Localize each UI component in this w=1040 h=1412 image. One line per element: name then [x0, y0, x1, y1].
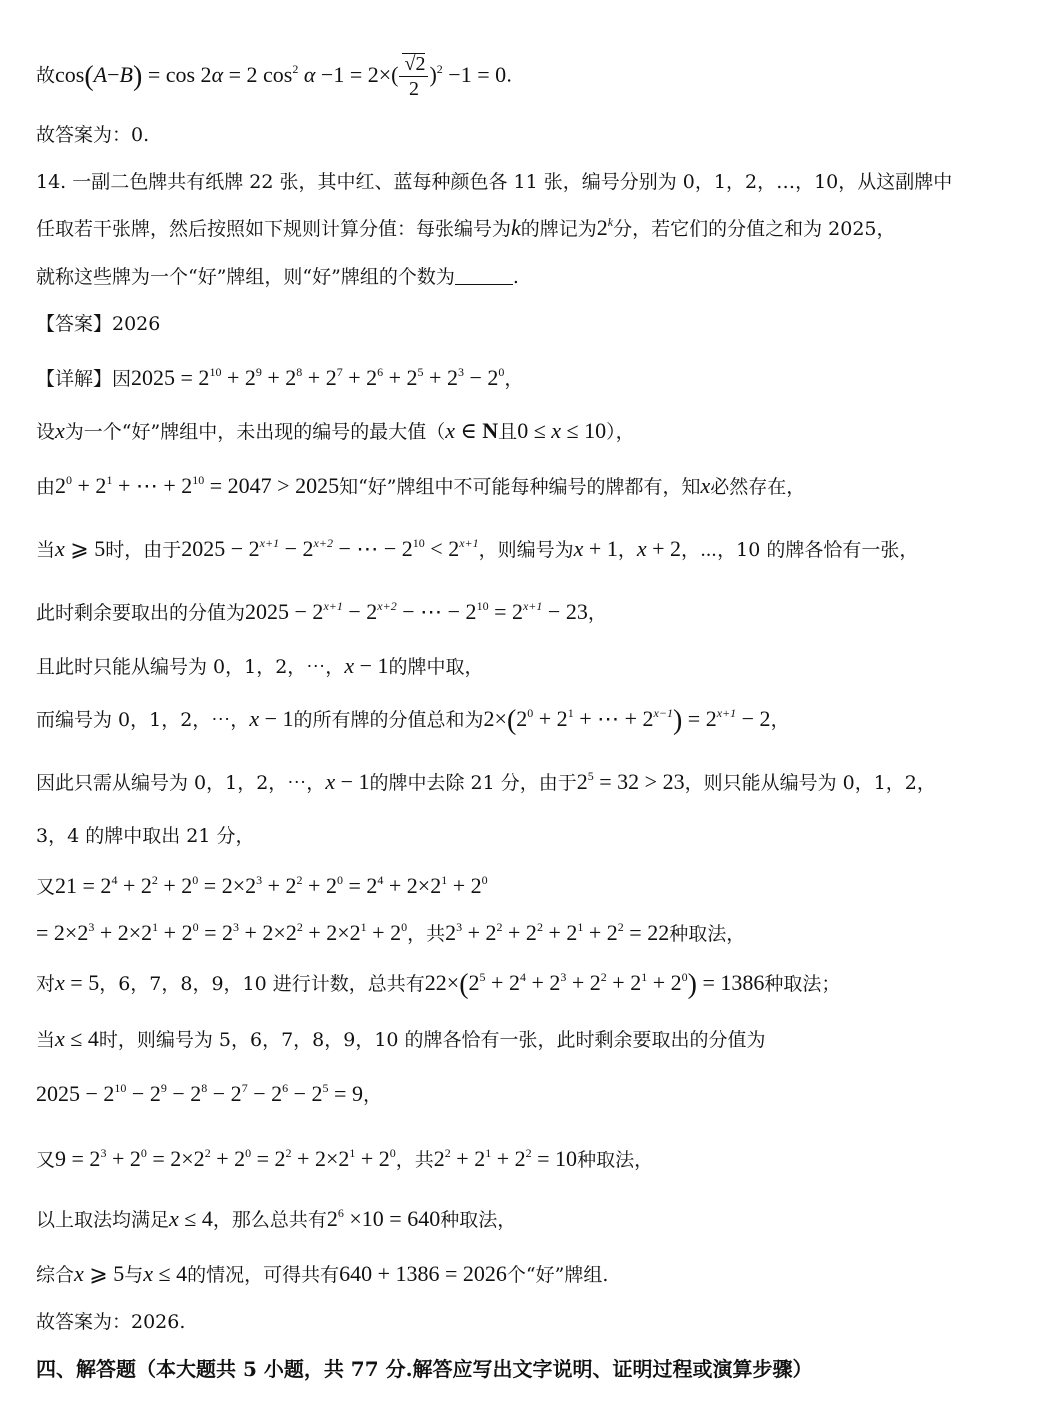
- detail-line-9: 3，4 的牌中取出 21 分，: [36, 825, 255, 847]
- detail-line-13: 当x ≤ 4时，则编号为 5，6，7，8，9，10 的牌各恰有一张，此时剩余要取出的分值为: [36, 1026, 766, 1051]
- question-14-line-1: 14. 一副二色牌共有纸牌 22 张，其中红、蓝每种颜色各 11 张，编号分别为 0，1，2，…，10，从这副牌中: [36, 171, 953, 193]
- final-answer-line: 故答案为：2026.: [36, 1311, 186, 1333]
- detail-line-10: 又$21 = 2^4 + 2^2 + 2^0 = 2\times 2^3 + 2^2 + 2^0 = 2^4 + 2\times 2^1 + 2^0$: [36, 873, 488, 898]
- answer-line-1: 故答案为：0.: [36, 124, 150, 146]
- detail-line-6: 且此时只能从编号为 0，1，2，⋯，x − 1的牌中取，: [36, 653, 484, 678]
- formula-line-1: 故cos(A−B) = cos 2α = 2 $\cos^2 \alpha -1 = 2\times$( $\frac{√2}{2}$ )$^2$ −1 = 0.: [36, 53, 513, 100]
- detail-line-4: 当x ⩾ 5时，由于$2025 - 2^{x+1} - 2^{x+2}$ − ⋯ − $2^{10} < 2^{x+1}$，则编号为x + 1，x + 2，⋯，10 的牌各恰有一张，: [36, 536, 919, 561]
- detail-line-2: 设x为一个“好”牌组中，未出现的编号的最大值（x ∈ N且0 ≤ x ≤ 10），: [36, 418, 635, 443]
- detail-line-3: 由$2^0 + 2^1$ + ⋯ + $2^{10} = 2047 > 2025$知“好”牌组中不可能每种编号的牌都有，知x必然存在，: [36, 473, 806, 498]
- section-heading: 四、解答题（本大题共 5 小题，共 77 分.解答应写出文字说明、证明过程或演算步骤）: [36, 1357, 813, 1381]
- detail-line-16: 以上取法均满足x ≤ 4，那么总共有$2^6 \times 10 = 640$种取法，: [36, 1206, 517, 1231]
- detail-line-15: 又$9 = 2^3 + 2^0 = 2\times 2^2 + 2^0 = 2^2 + 2\times 2^1 + 2^0$，共$2^2 + 2^1 + 2^2 = 10$种取法，: [36, 1146, 654, 1171]
- detail-line-7: 而编号为 0，1，2，⋯，x − 1的所有牌的分值总和为$2\times(2^0 + 2^1$ + ⋯ + $2^{x-1}) = 2^{x+1} - 2$，: [36, 705, 790, 736]
- answer-label: 【答案】2026: [36, 313, 161, 335]
- detail-line-14: $2025 - 2^{10} - 2^9 - 2^8 - 2^7 - 2^6 - 2^5 = 9$，: [36, 1081, 382, 1106]
- detail-line-1: 【详解】因$2025 = 2^{10} + 2^9 + 2^8 + 2^7 + 2^6 + 2^5 + 2^3 - 2^0$，: [36, 365, 524, 390]
- detail-line-11: = $2\times 2^3 + 2\times 2^1 + 2^0 = 2^3 + 2\times 2^2 + 2\times 2^1 + 2^0$，共$2^3 + 2^2 + 2^2 + 2^1 + 2^2 = 22$种取法，: [36, 920, 746, 945]
- cos-formula: cos(A−B) = cos 2α = 2 $\cos^2 \alpha -1 = 2\times$( $\frac{√2}{2}$ )$^2$ −1 = 0: [55, 53, 507, 100]
- detail-line-12: 对x = 5，6，7，8，9，10 进行计数，总共有$22\times(2^5 + 2^4 + 2^3 + 2^2 + 2^1 + 2^0) = 1386$种取法；: [36, 969, 841, 1000]
- detail-line-8: 因此只需从编号为 0，1，2，⋯，x − 1的牌中去除 21 分，由于$2^5 = 32 > 23$，则只能从编号为 0，1，2，: [36, 769, 936, 794]
- question-14-line-3: 就称这些牌为一个“好”牌组，则“好”牌组的个数为 .: [36, 266, 519, 288]
- answer-blank: [455, 266, 513, 285]
- detail-line-17: 综合x ⩾ 5与x ≤ 4的情况，可得共有640 + 1386 = 2026个“好”牌组.: [36, 1261, 609, 1286]
- detail-line-5: 此时剩余要取出的分值为$2025 - 2^{x+1} - 2^{x+2}$ − ⋯ − $2^{10} = 2^{x+1} - 23$，: [36, 599, 607, 624]
- question-14-line-2: 任取若干张牌，然后按照如下规则计算分值：每张编号为k的牌记为2$^k$分，若它们的分值之和为 2025，: [36, 215, 896, 240]
